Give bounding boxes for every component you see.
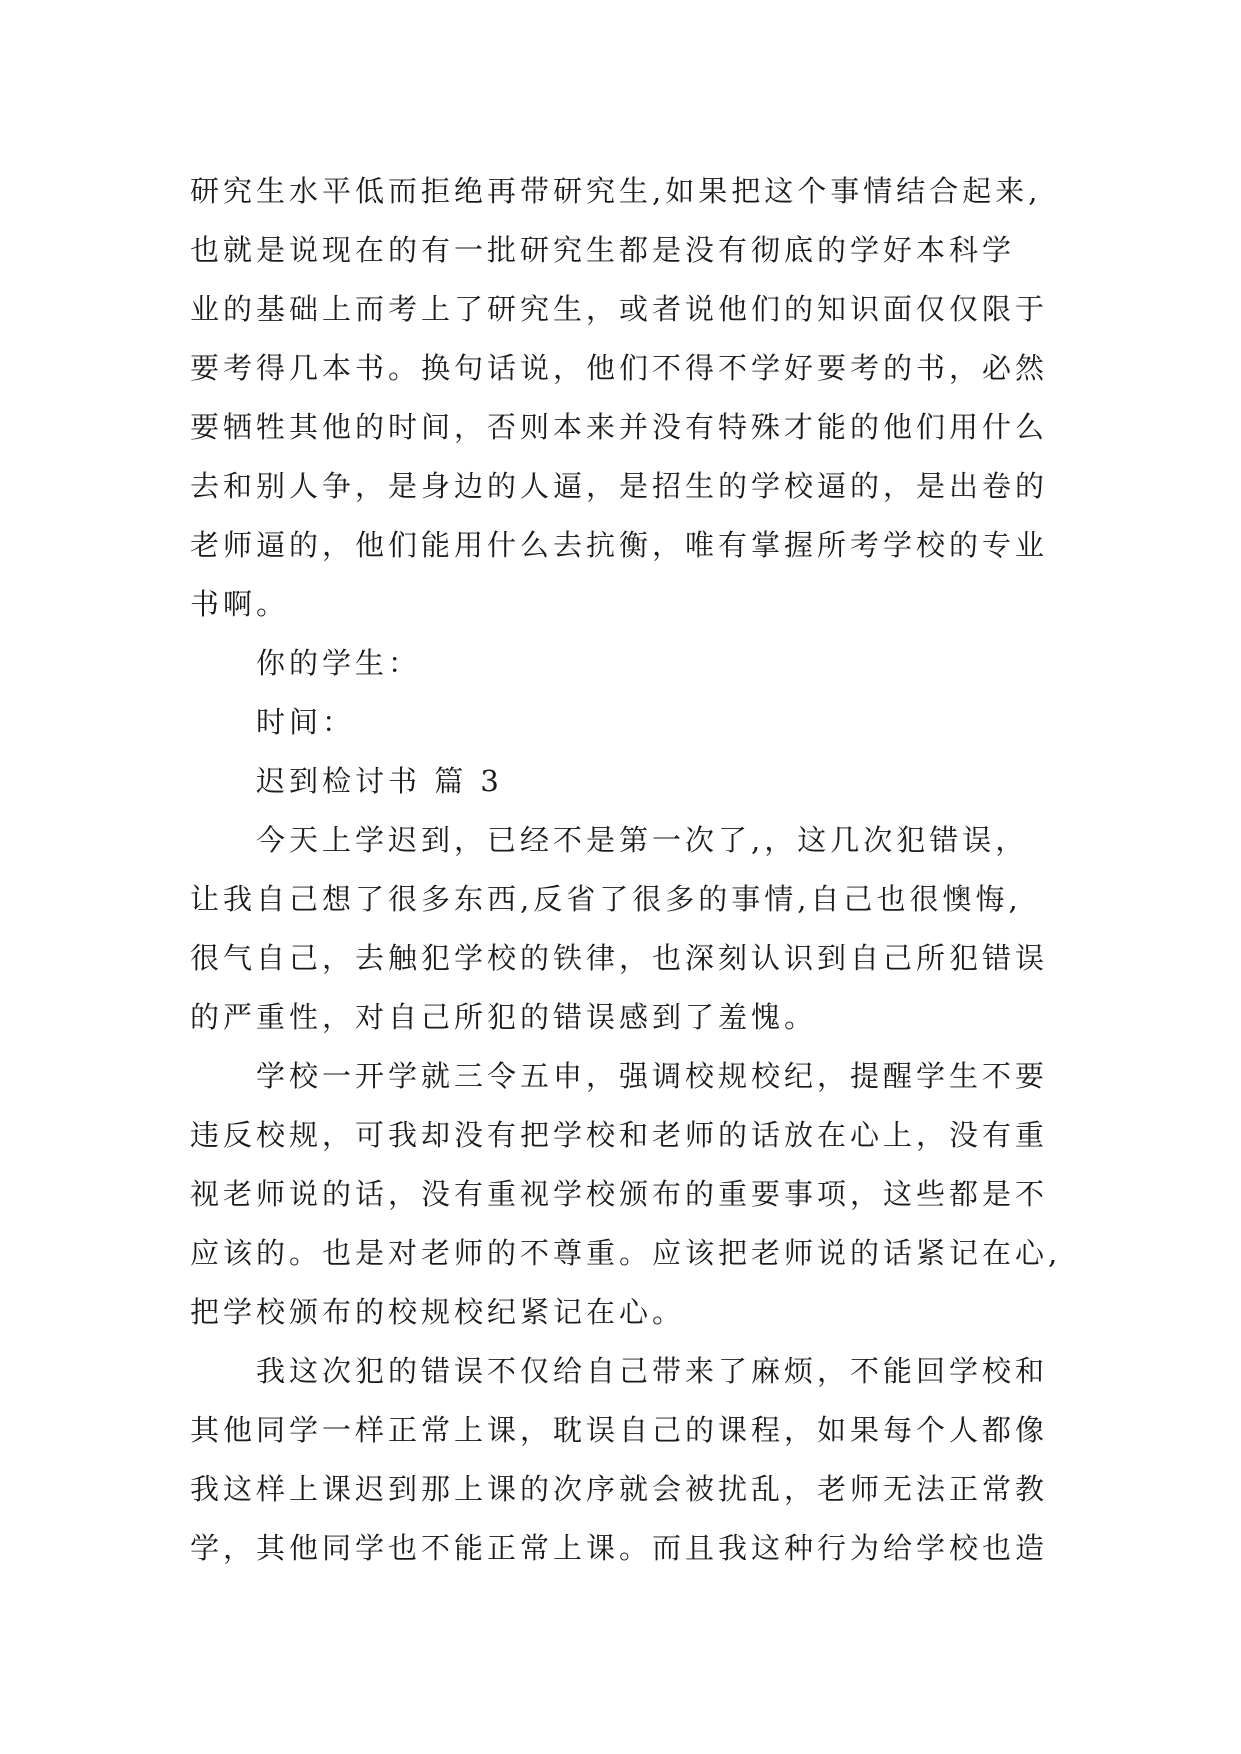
document-body	[190, 162, 1080, 1578]
text-line: 的严重性，对自己所犯的错误感到了羞愧。	[190, 1000, 818, 1034]
section-heading: 迟到检讨书 篇 3	[256, 764, 503, 798]
text-line: 让我自己想了很多东西,反省了很多的事情,自己也很懊悔,	[190, 882, 1022, 916]
text-line: 我这样上课迟到那上课的次序就会被扰乱，老师无法正常教	[190, 1472, 1049, 1506]
text-line: 也就是说现在的有一批研究生都是没有彻底的学好本科学	[190, 233, 1016, 267]
text-line: 要牺牲其他的时间，否则本来并没有特殊才能的他们用什么	[190, 410, 1049, 444]
paragraph-start: 学校一开学就三令五申，强调校规校纪，提醒学生不要	[256, 1059, 1049, 1093]
text-line: 学，其他同学也不能正常上课。而且我这种行为给学校也造	[190, 1531, 1049, 1565]
text-line: 业的基础上而考上了研究生，或者说他们的知识面仅仅限于	[190, 292, 1049, 326]
text-line: 应该的。也是对老师的不尊重。应该把老师说的话紧记在心,	[190, 1236, 1062, 1270]
text-line: 要考得几本书。换句话说，他们不得不学好要考的书，必然	[190, 351, 1049, 385]
text-line: 去和别人争，是身边的人逼，是招生的学校逼的，是出卷的	[190, 469, 1049, 503]
text-line: 其他同学一样正常上课，耽误自己的课程，如果每个人都像	[190, 1413, 1049, 1447]
text-line: 把学校颁布的校规校纪紧记在心。	[190, 1295, 686, 1329]
text-line: 老师逼的，他们能用什么去抗衡，唯有掌握所考学校的专业	[190, 528, 1049, 562]
paragraph-start: 我这次犯的错误不仅给自己带来了麻烦，不能回学校和	[256, 1354, 1049, 1388]
text-line: 违反校规，可我却没有把学校和老师的话放在心上，没有重	[190, 1118, 1049, 1152]
text-line: 书啊。	[190, 587, 290, 621]
text-line: 研究生水平低而拒绝再带研究生,如果把这个事情结合起来,	[190, 174, 1042, 208]
date-label: 时间：	[256, 705, 356, 739]
text-line: 视老师说的话，没有重视学校颁布的重要事项，这些都是不	[190, 1177, 1049, 1211]
paragraph-start: 今天上学迟到，已经不是第一次了,，这几次犯错误，	[256, 823, 1029, 857]
signature-label: 你的学生：	[256, 646, 422, 680]
text-line: 很气自己，去触犯学校的铁律，也深刻认识到自己所犯错误	[190, 941, 1049, 975]
